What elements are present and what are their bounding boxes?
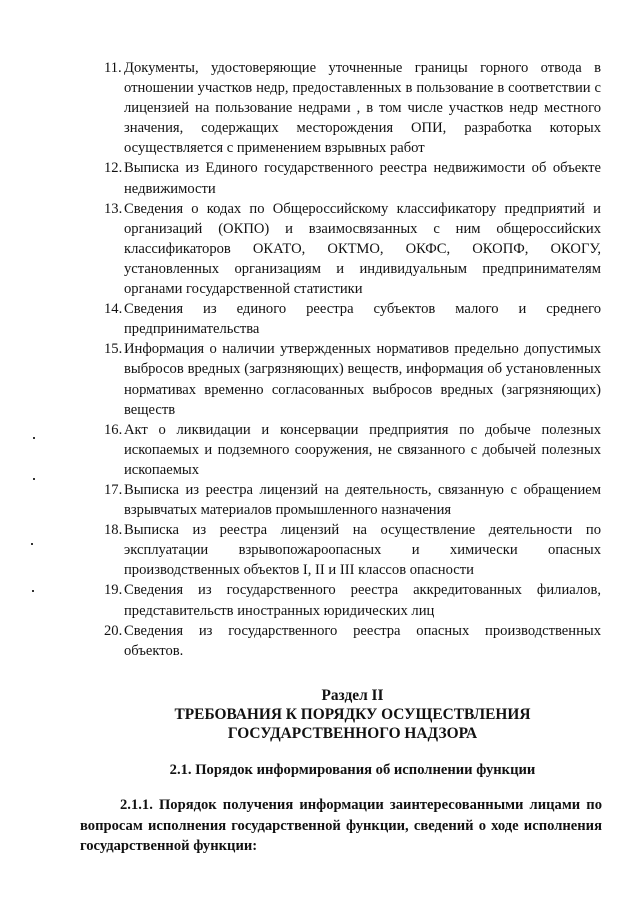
- list-item: [104, 299, 601, 339]
- scan-speck: [33, 478, 35, 480]
- list-item-number: 13.: [104, 200, 123, 217]
- list-item-text: Сведения из государственного реестра опасных производственных объектов.: [124, 622, 601, 659]
- list-item-text: Выписка из Единого государственного реестра недвижимости об объекте недвижимости: [124, 160, 601, 197]
- section-title-line-2: ГОСУДАРСТВЕННОГО НАДЗОРА: [227, 725, 478, 742]
- section-title-line-1: ТРЕБОВАНИЯ К ПОРЯДКУ ОСУЩЕСТВЛЕНИЯ: [174, 706, 531, 723]
- list-item-text: Сведения о кодах по Общероссийскому классификатору предприятий и организаций (ОКПО) и взаимосвязанных с ним общероссийских классификаторов ОКАТО, ОКТМО, ОКФС, ОКОПФ, ОКОГУ, установленных организациям и индивидуальным предпринимателям органами государственной статистики: [124, 200, 601, 298]
- list-item: [104, 58, 601, 158]
- scan-speck: [31, 543, 33, 545]
- list-item-number: 18.: [104, 522, 123, 539]
- paragraph-2-1-1: 2.1.1. Порядок получения информации заинтересованными лицами по вопросам исполнения государственной функции, сведений о ходе исполнения государственной функции:: [80, 797, 602, 854]
- list-item-text: Документы, удостоверяющие уточненные границы горного отвода в отношении участков недр, предоставленных в пользование в соответствии с лицензией на пользование недрами , в том числе участков недр местного значения, содержащих месторождения ОПИ, разработка которых осуществляется с применением взрывных работ: [124, 60, 601, 157]
- list-item-number: 11.: [104, 60, 122, 76]
- subsection-heading: 2.1. Порядок информирования об исполнении функции: [169, 762, 536, 778]
- list-item-number: 14.: [104, 301, 123, 318]
- list-item-number: 12.: [104, 160, 123, 177]
- scan-speck: [33, 437, 35, 439]
- list-item-number: 19.: [104, 582, 123, 599]
- scan-speck: [32, 590, 34, 592]
- list-item: [104, 520, 601, 580]
- list-item-text: Выписка из реестра лицензий на деятельность, связанную с обращением взрывчатых материалов промышленного назначения: [124, 481, 601, 519]
- list-item: [104, 621, 601, 661]
- list-item: [104, 339, 601, 419]
- list-item-number: 20.: [104, 622, 123, 639]
- document-list: [104, 58, 601, 661]
- list-item-text: Выписка из реестра лицензий на осуществление деятельности по эксплуатации взрывопожароопасных и химически опасных производственных объектов I, II и III классов опасности: [124, 522, 601, 579]
- list-item-number: 15.: [104, 341, 123, 358]
- list-item: [104, 158, 601, 198]
- list-item: [104, 580, 601, 620]
- list-item-text: Сведения из единого реестра субъектов малого и среднего предпринимательства: [124, 301, 601, 338]
- list-item-number: 16.: [104, 421, 123, 438]
- list-item-text: Информация о наличии утвержденных нормативов предельно допустимых выбросов вредных (загрязняющих) веществ, информация об установленных нормативах временно согласованных выбросов вредных (загрязняющих) веществ: [124, 341, 601, 418]
- list-item-number: 17.: [104, 481, 123, 498]
- list-item: [104, 420, 601, 480]
- list-item: [104, 480, 601, 520]
- list-item: [104, 199, 601, 299]
- list-item-text: Сведения из государственного реестра аккредитованных филиалов, представительств иностранных юридических лиц: [124, 582, 601, 619]
- list-item-text: Акт о ликвидации и консервации предприятия по добыче полезных ископаемых и подземного сооружения, не связанного с добычей полезных ископаемых: [124, 421, 601, 478]
- section-label: Раздел II: [321, 687, 384, 704]
